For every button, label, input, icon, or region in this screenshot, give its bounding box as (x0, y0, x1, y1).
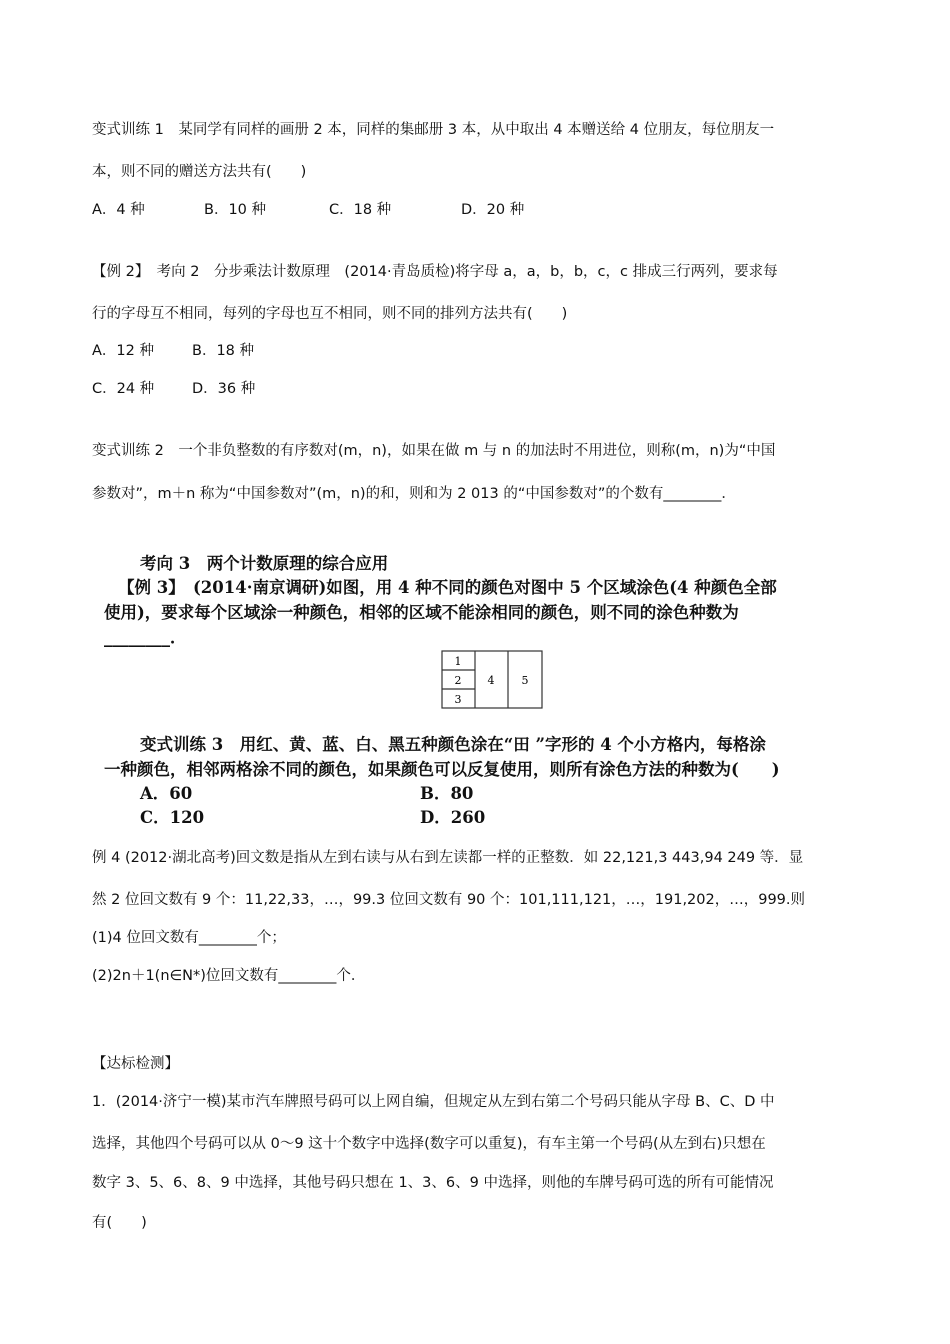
variant3-options-row1 (140, 784, 473, 804)
variant2-line2: 参数对”，m＋n 称为“中国参数对”(m，n)的和，则和为 2 013 的“中国参数对”的个数有________． (92, 486, 736, 502)
option-a: A．60 (140, 784, 193, 803)
example2-options-row1 (92, 341, 254, 361)
option-b: B．18 种 (192, 343, 255, 359)
example4-line3: (1)4 位回文数有________个； (92, 930, 286, 946)
section3-heading: 考向 3 两个计数原理的综合应用 (140, 554, 389, 573)
region-grid-figure (441, 650, 543, 710)
region-label-1: 1 (454, 655, 462, 668)
variant1-line2: 本，则不同的赠送方法共有( ) (92, 164, 307, 180)
check-q1-line2: 选择，其他四个号码可以从 0～9 这十个数字中选择(数字可以重复)，有车主第一个号码(从左到右)只想在 (92, 1136, 766, 1152)
check-heading: 【达标检测】 (92, 1056, 179, 1072)
region-label-5: 5 (521, 674, 529, 687)
variant3-line2: 一种颜色，相邻两格涂不同的颜色，如果颜色可以反复使用，则所有涂色方法的种数为( ) (104, 760, 780, 779)
option-a: A．12 种 (92, 343, 154, 359)
region-label-2: 2 (454, 674, 462, 687)
example4-line2: 然 2 位回文数有 9 个：11,22,33，…，99.3 位回文数有 90 个：101,111,121，…，191,202，…，999.则 (92, 892, 806, 908)
check-q1-line3: 数字 3、5、6、8、9 中选择，其他号码只想在 1、3、6、9 中选择，则他的车牌号码可选的所有可能情况 (92, 1175, 774, 1191)
option-d: D．20 种 (461, 202, 525, 218)
example3-line2: 使用)，要求每个区域涂一种颜色，相邻的区域不能涂相同的颜色，则不同的涂色种数为 (104, 603, 739, 622)
example4-line4: (2)2n＋1(n∈N*)位回文数有________个． (92, 968, 366, 984)
example4-line1: 例 4 (2012·湖北高考)回文数是指从左到右读与从右到左读都一样的正整数．如 22,121,3 443,94 249 等．显 (92, 850, 804, 866)
region-label-4: 4 (487, 674, 495, 687)
option-c: C．24 种 (92, 381, 155, 397)
variant2-line1: 变式训练 2 一个非负整数的有序数对(m，n)，如果在做 m 与 n 的加法时不用进位，则称(m，n)为“中国 (92, 443, 776, 459)
option-d: D．36 种 (192, 381, 256, 397)
example3-line1: 【例 3】 (2014·南京调研)如图，用 4 种不同的颜色对图中 5 个区域涂色(4 种颜色全部 (118, 578, 777, 597)
check-q1-line4: 有( ) (92, 1215, 147, 1231)
variant1-options (92, 200, 524, 220)
option-a: A．4 种 (92, 202, 145, 218)
option-b: B．10 种 (204, 202, 267, 218)
option-c: C．120 (140, 808, 205, 827)
option-d: D．260 (420, 808, 486, 827)
check-q1-line1: 1．(2014·济宁一模)某市汽车牌照号码可以上网自编，但规定从左到右第二个号码只能从字母 B、C、D 中 (92, 1094, 775, 1110)
example3-line3: ________． (104, 628, 187, 647)
option-c: C．18 种 (329, 202, 392, 218)
region-label-3: 3 (454, 693, 462, 706)
variant1-line1: 变式训练 1 某同学有同样的画册 2 本，同样的集邮册 3 本，从中取出 4 本赠送给 4 位朋友，每位朋友一 (92, 122, 775, 138)
example2-options-row2 (92, 379, 255, 399)
variant3-options-row2 (140, 808, 485, 828)
variant3-line1: 变式训练 3 用红、黄、蓝、白、黑五种颜色涂在“田 ”字形的 4 个小方格内，每格涂 (140, 735, 766, 754)
example2-line2: 行的字母互不相同，每列的字母也互不相同，则不同的排列方法共有( ) (92, 306, 568, 322)
option-b: B．80 (420, 784, 474, 803)
example2-line1: 【例 2】 考向 2 分步乘法计数原理 (2014·青岛质检)将字母 a，a，b，b，c，c 排成三行两列，要求每 (92, 264, 778, 280)
